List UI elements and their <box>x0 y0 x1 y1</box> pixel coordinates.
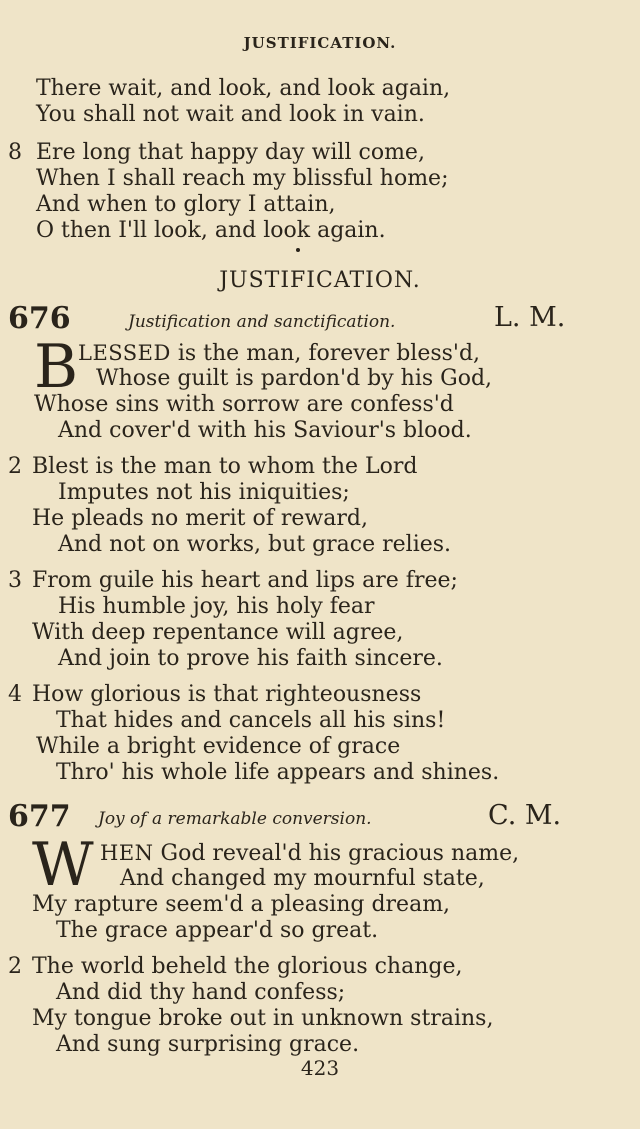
verse-line: And join to prove his faith sincere. <box>58 646 443 671</box>
verse-line: There wait, and look, and look again, <box>36 76 451 101</box>
stanza-number: 3 <box>8 568 22 593</box>
stanza-number: 8 <box>8 140 22 165</box>
verse-line: With deep repentance will agree, <box>32 620 404 645</box>
hymn-meter: C. M. <box>488 800 562 831</box>
verse-line: That hides and cancels all his sins! <box>56 708 446 733</box>
verse-line: Ere long that happy day will come, <box>36 140 425 165</box>
hymn-meter: L. M. <box>494 302 566 333</box>
verse-line: Whose sins with sorrow are confess'd <box>34 392 454 417</box>
verse-line: The grace appear'd so great. <box>56 918 379 943</box>
verse-line: Imputes not his iniquities; <box>58 480 350 505</box>
stanza-number: 4 <box>8 682 22 707</box>
verse-line: He pleads no merit of reward, <box>32 506 368 531</box>
stanza-number: 2 <box>8 454 22 479</box>
first-word-caps: HEN <box>100 841 154 865</box>
section-title: JUSTIFICATION. <box>219 268 421 293</box>
verse-line: You shall not wait and look in vain. <box>36 102 425 127</box>
verse-line: And sung surprising grace. <box>56 1032 360 1057</box>
running-head: JUSTIFICATION. <box>243 34 397 52</box>
verse-line: Whose guilt is pardon'd by his God, <box>96 366 493 391</box>
verse-line: Blest is the man to whom the Lord <box>32 454 418 479</box>
verse-line: The world beheld the glorious change, <box>32 954 463 979</box>
hymn-subtitle: Joy of a remarkable conversion. <box>98 809 372 829</box>
verse-line-first <box>100 840 519 867</box>
verse-line: And cover'd with his Saviour's blood. <box>58 418 472 443</box>
hymn-number: 676 <box>8 301 71 336</box>
hymn-number: 677 <box>8 799 71 834</box>
verse-line: How glorious is that righteousness <box>32 682 422 707</box>
first-word-caps: LESSED <box>78 341 171 365</box>
ornament-dot <box>296 248 300 252</box>
verse-line: When I shall reach my blissful home; <box>36 166 449 191</box>
verse-line-first <box>78 340 480 367</box>
drop-cap: B <box>34 332 79 402</box>
verse-line: From guile his heart and lips are free; <box>32 568 458 593</box>
verse-line: His humble joy, his holy fear <box>58 594 375 619</box>
hymn-subtitle: Justification and sanctification. <box>128 312 396 332</box>
verse-line: And changed my mournful state, <box>120 866 485 891</box>
first-line-rest: is the man, forever bless'd, <box>170 341 481 366</box>
first-line-rest: God reveal'd his gracious name, <box>153 841 520 866</box>
verse-line: O then I'll look, and look again. <box>36 218 386 243</box>
verse-line: And when to glory I attain, <box>36 192 336 217</box>
verse-line: And did thy hand confess; <box>56 980 346 1005</box>
drop-cap: W <box>32 830 94 900</box>
verse-line: My tongue broke out in unknown strains, <box>32 1006 494 1031</box>
page-number: 423 <box>300 1056 340 1080</box>
verse-line: While a bright evidence of grace <box>36 734 401 759</box>
verse-line: Thro' his whole life appears and shines. <box>56 760 500 785</box>
verse-line: And not on works, but grace relies. <box>58 532 452 557</box>
verse-line: My rapture seem'd a pleasing dream, <box>32 892 451 917</box>
stanza-number: 2 <box>8 954 22 979</box>
